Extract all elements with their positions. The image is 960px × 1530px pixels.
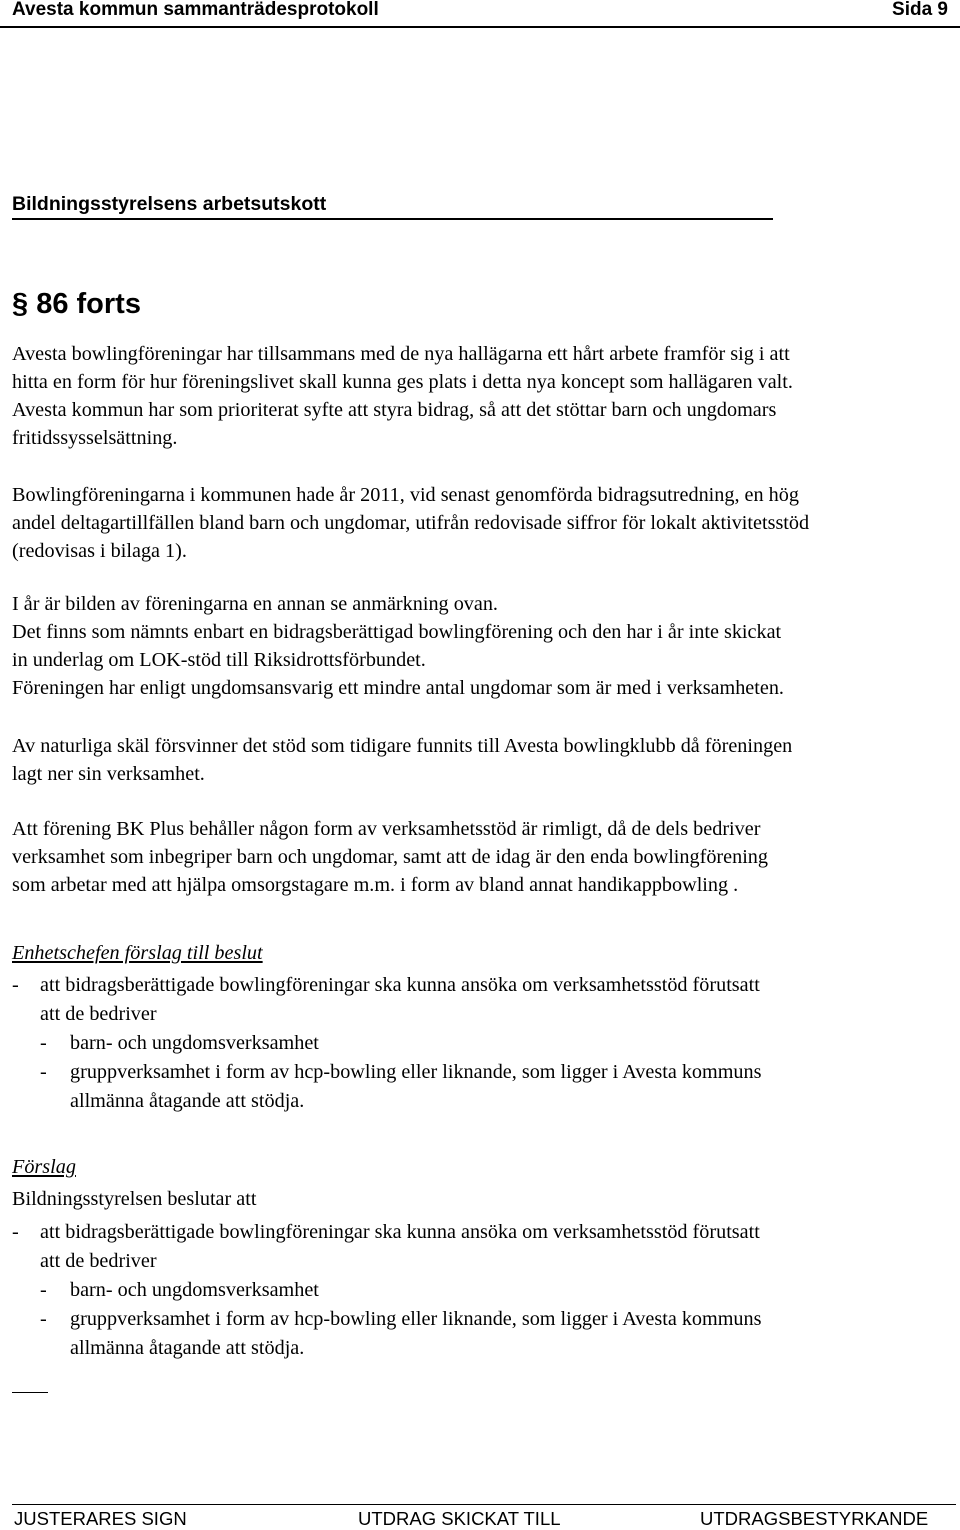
list-subitem-text: allmänna åtagande att stödja. <box>70 1090 305 1112</box>
paragraph-1 <box>12 340 957 452</box>
footer-signature-label: JUSTERARES SIGN <box>14 1508 187 1529</box>
text-line: Bowlingföreningarna i kommunen hade år 2011, vid senast genomförda bidragsutredning, en hög <box>12 484 799 506</box>
board-proposal-heading: Förslag <box>12 1156 76 1178</box>
paragraph-4 <box>12 732 957 788</box>
section-heading <box>12 288 141 321</box>
subtitle-divider <box>12 218 773 220</box>
page-number: Sida 9 <box>892 0 948 20</box>
text-line: Det finns som nämnts enbart en bidragsberättigad bowlingförening och den har i år inte skickat <box>12 621 782 643</box>
text-line: (redovisas i bilaga 1). <box>12 540 187 562</box>
list-item-text: att de bedriver <box>40 1250 157 1272</box>
list-dash: - <box>40 1279 47 1301</box>
list-item <box>12 1218 957 1276</box>
section-end-mark <box>12 1392 48 1393</box>
list-subitem <box>12 1305 957 1363</box>
text-line: lagt ner sin verksamhet. <box>12 763 205 785</box>
text-line: in underlag om LOK-stöd till Riksidrottsförbundet. <box>12 649 426 671</box>
paragraph-symbol: § <box>12 288 29 320</box>
list-dash: - <box>40 1308 47 1330</box>
list-subitem-text: allmänna åtagande att stödja. <box>70 1337 305 1359</box>
section-title: 86 forts <box>36 288 141 320</box>
footer-sent-to-label: UTDRAG SKICKAT TILL <box>358 1508 561 1529</box>
text-line: Avesta bowlingföreningar har tillsammans med de nya hallägarna ett hårt arbete framför sig i att <box>12 343 790 365</box>
paragraph-3 <box>12 590 957 702</box>
unit-proposal-heading: Enhetschefen förslag till beslut <box>12 942 263 964</box>
footer-certification-label: UTDRAGSBESTYRKANDE <box>700 1508 929 1529</box>
list-subitem-text: gruppverksamhet i form av hcp-bowling eller liknande, som ligger i Avesta kommuns <box>70 1308 762 1330</box>
unit-proposal-list <box>12 971 957 1116</box>
list-dash: - <box>12 974 19 996</box>
list-subitem <box>12 1029 957 1058</box>
text-line: Av naturliga skäl försvinner det stöd som tidigare funnits till Avesta bowlingklubb då föreningen <box>12 735 793 757</box>
list-dash: - <box>40 1032 47 1054</box>
list-subitem <box>12 1058 957 1116</box>
paragraph-5 <box>12 815 957 899</box>
text-line: Föreningen har enligt ungdomsansvarig ett mindre antal ungdomar som är med i verksamheten. <box>12 677 784 699</box>
list-subitem-text: gruppverksamhet i form av hcp-bowling eller liknande, som ligger i Avesta kommuns <box>70 1061 762 1083</box>
text-line: hitta en form för hur föreningslivet skall kunna ges plats i detta nya koncept som hallägaren valt. <box>12 371 793 393</box>
text-line: I år är bilden av föreningarna en annan se anmärkning ovan. <box>12 593 498 615</box>
list-subitem-text: barn- och ungdomsverksamhet <box>70 1279 319 1301</box>
list-item-text: att de bedriver <box>40 1003 157 1025</box>
page-header <box>0 0 960 28</box>
text-line: andel deltagartillfällen bland barn och ungdomar, utifrån redovisade siffror för lokalt aktivitetsstöd <box>12 512 810 534</box>
document-title: Avesta kommun sammanträdesprotokoll <box>12 0 379 20</box>
text-line: som arbetar med att hjälpa omsorgstagare m.m. i form av bland annat handikappbowling . <box>12 874 739 896</box>
list-subitem <box>12 1276 957 1305</box>
text-line: verksamhet som inbegriper barn och ungdomar, samt att de idag är den enda bowlingförening <box>12 846 768 868</box>
text-line: fritidssysselsättning. <box>12 427 178 449</box>
paragraph-2 <box>12 481 957 565</box>
committee-name: Bildningsstyrelsens arbetsutskott <box>12 193 327 215</box>
list-subitem-text: barn- och ungdomsverksamhet <box>70 1032 319 1054</box>
text-line: Avesta kommun har som prioriterat syfte att styra bidrag, så att det stöttar barn och ungdomars <box>12 399 777 421</box>
board-proposal-list <box>12 1218 957 1363</box>
board-proposal-intro: Bildningsstyrelsen beslutar att <box>12 1188 257 1210</box>
list-item-text: att bidragsberättigade bowlingföreningar ska kunna ansöka om verksamhetsstöd förutsatt <box>40 1221 760 1243</box>
list-item-text: att bidragsberättigade bowlingföreningar ska kunna ansöka om verksamhetsstöd förutsatt <box>40 974 760 996</box>
list-dash: - <box>40 1061 47 1083</box>
list-dash: - <box>12 1221 19 1243</box>
text-line: Att förening BK Plus behåller någon form av verksamhetsstöd är rimligt, då de dels bedriver <box>12 818 761 840</box>
list-item <box>12 971 957 1029</box>
footer-divider <box>12 1504 956 1505</box>
